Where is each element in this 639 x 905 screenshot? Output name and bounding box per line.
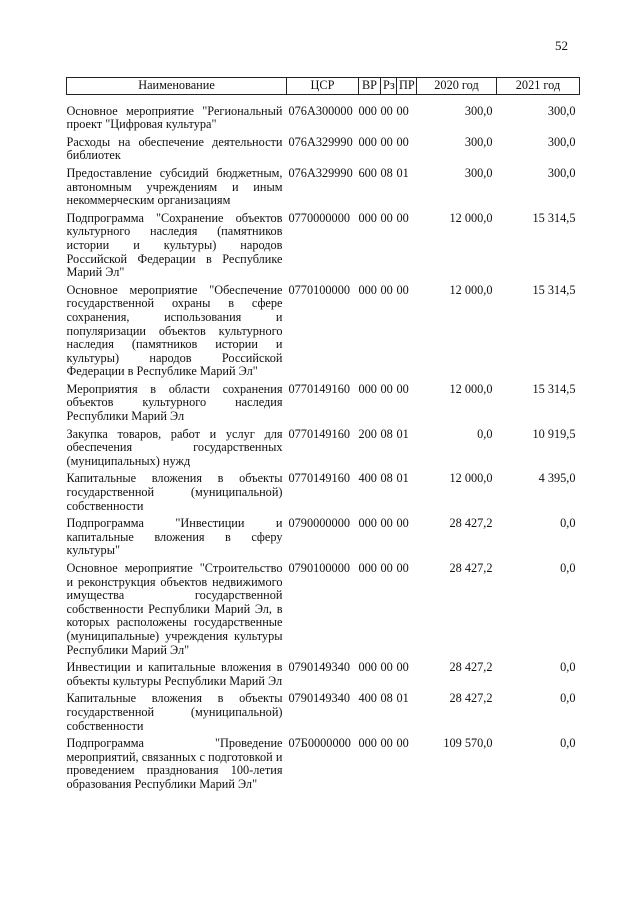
row-csr-code: 0790149340 (288, 660, 350, 675)
row-vr-code: 000 (358, 381, 377, 396)
row-vr-code: 000 (358, 516, 377, 531)
row-amount-2021: 0,0 (560, 736, 576, 751)
row-rz-code: 08 (380, 471, 393, 486)
row-amount-2020: 28 427,2 (449, 691, 493, 706)
header-year-2021: 2021 год (497, 78, 580, 95)
row-amount-2020: 12 000,0 (449, 210, 493, 225)
row-amount-2021: 0,0 (560, 561, 576, 575)
row-rz-code: 00 (380, 660, 393, 675)
row-csr-code: 0770000000 (288, 210, 350, 225)
table-row (67, 212, 580, 280)
table-row (67, 661, 580, 688)
row-csr-code: 076А329990 (288, 134, 353, 149)
row-vr-code: 000 (358, 103, 377, 118)
row-amount-2021: 300,0 (547, 103, 576, 118)
row-vr-code: 000 (358, 210, 377, 225)
row-name: Подпрограмма "Сохранение объектов культурного наследия (памятников истории и культуры) народов Российской Федерации в Республике Марий Эл" (66, 210, 283, 280)
table-row (67, 136, 580, 163)
table-row (67, 167, 580, 208)
row-vr-code: 000 (358, 736, 377, 751)
row-csr-code: 076А329990 (288, 165, 353, 180)
row-amount-2021: 0,0 (560, 516, 576, 531)
row-name: Подпрограмма "Проведение мероприятий, связанных с подготовкой и проведением празднования 100-летия образования Республики Марий Эл" (66, 736, 283, 791)
row-vr-code: 600 (358, 165, 377, 180)
row-name: Предоставление субсидий бюджетным, автономным учреждениям и иным некоммерческим организациям (66, 165, 283, 208)
row-pr-code: 00 (396, 210, 409, 225)
row-name: Капитальные вложения в объекты государственной (муниципальной) собственности (66, 471, 283, 513)
row-pr-code: 00 (396, 282, 409, 297)
row-vr-code: 000 (358, 561, 377, 575)
table-header-row (67, 78, 580, 95)
row-csr-code: 0770149160 (288, 426, 350, 441)
row-name: Основное мероприятие "Строительство и реконструкция объектов недвижимого имущества государственной собственности Республики Марий Эл, в которых расположены государственные (муниципальные) учреждения культуры Республики Марий Эл" (66, 561, 283, 657)
row-name: Инвестиции и капитальные вложения в объекты культуры Республики Марий Эл (66, 660, 283, 688)
row-pr-code: 00 (396, 736, 409, 751)
row-name: Мероприятия в области сохранения объектов культурного наследия Республики Марий Эл (66, 381, 283, 424)
row-spacer-cell (67, 792, 580, 796)
table-row (67, 284, 580, 379)
row-rz-code: 00 (380, 282, 393, 297)
row-rz-code: 00 (380, 210, 393, 225)
row-amount-2020: 28 427,2 (449, 516, 493, 531)
row-name: Основное мероприятие "Обеспечение государственной охраны в сфере сохранения, использования и популяризации объектов культурного наследия (памятников истории и культуры) народов Российской Федерации в Республике Марий Эл" (66, 282, 283, 379)
row-rz-code: 00 (380, 381, 393, 396)
row-vr-code: 000 (358, 282, 377, 297)
row-csr-code: 0790149340 (288, 691, 350, 706)
row-vr-code: 200 (358, 426, 377, 441)
row-spacer (67, 792, 580, 796)
row-pr-code: 00 (396, 660, 409, 675)
row-amount-2020: 0,0 (477, 426, 493, 441)
row-amount-2021: 0,0 (560, 660, 576, 675)
header-csr: ЦСР (287, 78, 359, 95)
header-year-2020: 2020 год (417, 78, 497, 95)
row-pr-code: 00 (396, 561, 409, 575)
row-rz-code: 00 (380, 103, 393, 118)
row-amount-2020: 28 427,2 (449, 660, 493, 675)
header-name: Наименование (67, 78, 287, 95)
row-amount-2020: 300,0 (464, 103, 493, 118)
row-amount-2020: 109 570,0 (443, 736, 493, 751)
table-row (67, 428, 580, 469)
row-pr-code: 00 (396, 516, 409, 531)
row-csr-code: 0790000000 (288, 516, 350, 531)
header-rz: Рз (381, 78, 397, 95)
row-amount-2021: 4 395,0 (538, 471, 576, 486)
row-amount-2020: 12 000,0 (449, 471, 493, 486)
row-amount-2021: 15 314,5 (532, 282, 576, 297)
row-csr-code: 07Б0000000 (288, 736, 351, 751)
row-name: Подпрограмма "Инвестиции и капитальные вложения в сферу культуры" (66, 516, 283, 558)
row-csr-code: 0770100000 (288, 282, 350, 297)
row-amount-2021: 300,0 (547, 165, 576, 180)
row-amount-2021: 300,0 (547, 134, 576, 149)
row-vr-code: 400 (358, 471, 377, 486)
header-vr: ВР (359, 78, 381, 95)
table-row (67, 94, 580, 132)
page-number: 52 (555, 38, 568, 53)
row-amount-2021: 15 314,5 (532, 381, 576, 396)
table-row (67, 472, 580, 513)
row-amount-2020: 12 000,0 (449, 381, 493, 396)
row-name: Расходы на обеспечение деятельности библиотек (66, 134, 283, 163)
row-pr-code: 00 (396, 134, 409, 149)
row-amount-2021: 10 919,5 (532, 426, 576, 441)
row-name: Основное мероприятие "Региональный проект "Цифровая культура" (66, 103, 283, 132)
row-amount-2021: 0,0 (560, 691, 576, 706)
row-name: Капитальные вложения в объекты государственной (муниципальной) собственности (66, 691, 283, 733)
table-row (67, 562, 580, 657)
row-rz-code: 00 (380, 736, 393, 751)
row-amount-2021: 15 314,5 (532, 210, 576, 225)
row-pr-code: 01 (396, 471, 409, 486)
row-amount-2020: 12 000,0 (449, 282, 493, 297)
row-csr-code: 076А300000 (288, 103, 353, 118)
row-pr-code: 01 (396, 165, 409, 180)
row-vr-code: 000 (358, 660, 377, 675)
row-amount-2020: 28 427,2 (449, 561, 493, 575)
row-vr-code: 000 (358, 134, 377, 149)
row-csr-code: 0790100000 (288, 561, 350, 575)
row-csr-code: 0770149160 (288, 381, 350, 396)
row-rz-code: 00 (380, 516, 393, 531)
row-rz-code: 00 (380, 134, 393, 149)
table-row (67, 692, 580, 733)
row-amount-2020: 300,0 (464, 134, 493, 149)
table-body (67, 94, 580, 795)
row-csr-code: 0770149160 (288, 471, 350, 486)
row-pr-code: 00 (396, 381, 409, 396)
row-rz-code: 08 (380, 165, 393, 180)
table-row (67, 517, 580, 558)
row-name: Закупка товаров, работ и услуг для обеспечения государственных (муниципальных) нужд (66, 426, 283, 468)
row-pr-code: 00 (396, 103, 409, 118)
row-rz-code: 00 (380, 561, 393, 575)
row-vr-code: 400 (358, 691, 377, 706)
row-rz-code: 08 (380, 691, 393, 706)
row-amount-2020: 300,0 (464, 165, 493, 180)
table-row (67, 383, 580, 424)
row-pr-code: 01 (396, 691, 409, 706)
table-row (67, 737, 580, 791)
row-rz-code: 08 (380, 426, 393, 441)
row-pr-code: 01 (396, 426, 409, 441)
header-pr: ПР (397, 78, 417, 95)
budget-table (66, 77, 580, 796)
